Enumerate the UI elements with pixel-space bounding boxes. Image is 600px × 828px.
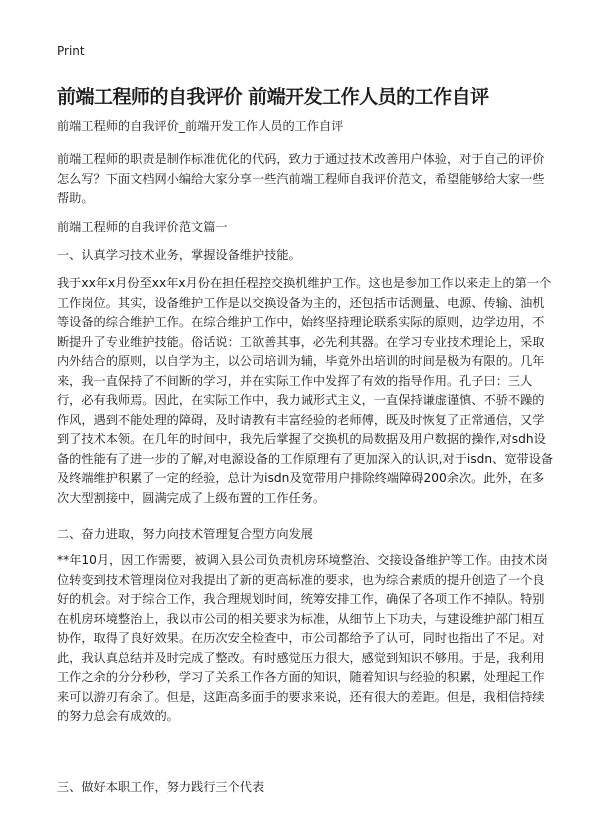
heading-2: 二、奋力进取，努力向技术管理复合型方向发展 [57, 527, 313, 541]
intro-paragraph: 前端工程师的职责是制作标准优化的代码，致力于通过技术改善用户体验，对于自己的评价怎么写？下面文档网小编给大家分享一些汽前端工程师自我评价范文，希望能够给大家一些帮助。 [57, 152, 545, 205]
heading-3: 三、做好本职工作，努力践行三个代表 [57, 780, 265, 794]
page-title: 前端工程师的自我评价 前端开发工作人员的工作自评 [57, 86, 489, 108]
paragraph-2: **年10月，因工作需要，被调入县公司负责机房环境整治、交接设备维护等工作。由技术岗位转变到技术管理岗位对我提出了新的更高标准的要求，也为综合素质的提升创造了一个良好的机会。对于综合工作，我合理规划时间，统筹安排工作，确保了各项工作不掉队。特别在机房环境整治上，我以市公司的相关要求为标准，从细节上下功夫，与建设维护部门相互协作，取得了良好效果。在历次安全检查中，市公司都给予了认可，同时也指出了不足。对此，我认真总结并及时完成了整改。有时感觉压力很大，感觉到知识不够用。于是，我利用工作之余的分分秒秒，学习了关系工作各方面的知识，随着知识与经验的积累，处理起工作来可以游刃有余了。但是，这距高多面手的要求来说，还有很大的差距。但是，我相信持续的努力总会有成效的。 [57, 553, 548, 723]
print-link[interactable]: Print [57, 44, 85, 58]
heading-1: 一、认真学习技术业务，掌握设备维护技能。 [57, 248, 301, 262]
document-subtitle: 前端工程师的自我评价_前端开发工作人员的工作自评 [57, 119, 344, 133]
paragraph-1: 我于xx年x月份至xx年x月份在担任程控交换机维护工作。这也是参加工作以来走上的第一个工作岗位。其实，设备维护工作是以交换设备为主的，还包括市话测量、电源、传输、油机等设备的综合维护工作。在综合维护工作中，始终坚持理论联系实际的原则，边学边用，不断提升了专业维护技能。俗话说：工欲善其事，必先利其器。在学习专业技术理论上，采取内外结合的原则，以自学为主，以公司培训为辅，毕竟外出培训的时间是极为有限的。几年来，我一直保持了不间断的学习，并在实际工作中发挥了有效的指导作用。孔子曰：三人行，必有我师焉。因此，在实际工作中，我力诫形式主义，一直保持谦虚谨慎、不骄不躁的作风，遇到不能处理的障碍，及时请教有丰富经验的老师傅，既及时恢复了正常通信，又学到了技术本领。在几年的时间中，我先后掌握了交换机的局数据及用户数据的操作,对sdh设备的性能有了进一步的了解,对电源设备的工作原理有了更加深入的认识,对于isdn、宽带设备及终端维护积累了一定的经验，总计为isdn及宽带用户排除终端障碍200余次。此外，在多次大型割接中，圆满完成了上级布置的工作任务。 [57, 276, 554, 505]
section-title: 前端工程师的自我评价范文篇一 [57, 220, 228, 234]
